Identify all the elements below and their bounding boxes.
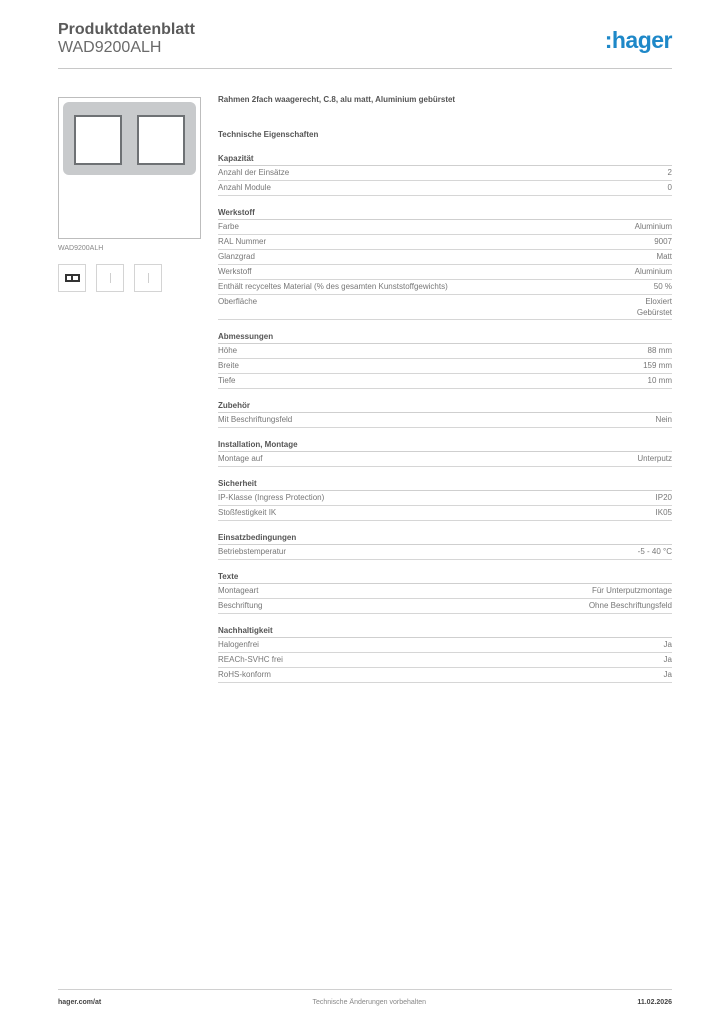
spec-label: Stoßfestigkeit IK (218, 508, 277, 517)
spec-label: Tiefe (218, 376, 236, 385)
spec-section (218, 331, 672, 389)
spec-section (218, 532, 672, 560)
spec-label: Breite (218, 361, 239, 370)
spec-value: IP20 (655, 493, 672, 502)
spec-section (218, 571, 672, 614)
spec-section (218, 400, 672, 428)
spec-row (218, 235, 672, 250)
spec-row (218, 491, 672, 506)
spec-value (637, 296, 672, 318)
spec-label: RoHS-konform (218, 670, 271, 679)
spec-label: Anzahl Module (218, 183, 271, 192)
spec-value: Ja (663, 655, 672, 664)
spec-row (218, 295, 672, 320)
frame-2fach-icon (65, 274, 80, 282)
spec-row (218, 506, 672, 521)
spec-value-line: Eloxiert (645, 297, 672, 306)
spec-row (218, 452, 672, 467)
spec-value: Für Unterputzmontage (591, 586, 672, 595)
page-header (58, 20, 195, 57)
footer-divider (58, 989, 672, 990)
spec-label: Höhe (218, 346, 238, 355)
spec-row (218, 374, 672, 389)
spec-value: 2 (667, 168, 672, 177)
spec-value: 9007 (654, 237, 672, 246)
product-code: WAD9200ALH (58, 39, 162, 56)
spec-value: Aluminium (634, 222, 672, 231)
spec-row (218, 413, 672, 428)
section-title: Sicherheit (218, 478, 672, 491)
website-link[interactable]: hager.com/at (58, 999, 102, 1006)
spec-row (218, 344, 672, 359)
spec-panel (218, 95, 672, 683)
spec-row (218, 280, 672, 295)
spec-row (218, 653, 672, 668)
spec-value: 10 mm (647, 376, 672, 385)
spec-value: Ohne Beschriftungsfeld (588, 601, 672, 610)
spec-label: Betriebstemperatur (218, 547, 287, 556)
section-title: Zubehör (218, 400, 672, 413)
image-caption: WAD9200ALH (58, 245, 104, 252)
spec-label: Enthält recyceltes Material (% des gesamten Kunststoffgewichts) (218, 282, 448, 291)
blank-thumb-icon (110, 273, 111, 283)
spec-row (218, 220, 672, 235)
spec-label: Mit Beschriftungsfeld (218, 415, 293, 424)
spec-label: Glanzgrad (218, 252, 255, 261)
spec-row (218, 265, 672, 280)
spec-value-line: Gebürstet (636, 308, 672, 317)
spec-label: Oberfläche (218, 297, 258, 306)
spec-value: Matt (656, 252, 672, 261)
document-date: 11.02.2026 (637, 999, 672, 1006)
section-title: Einsatzbedingungen (218, 532, 672, 545)
spec-label: Farbe (218, 222, 239, 231)
spec-value: Unterputz (637, 454, 672, 463)
spec-label: Montageart (218, 586, 259, 595)
section-title: Kapazität (218, 153, 672, 166)
spec-section (218, 478, 672, 521)
product-media (58, 97, 203, 292)
section-title: Abmessungen (218, 331, 672, 344)
blank-thumb-icon (148, 273, 149, 283)
page-title: Produktdatenblatt (58, 21, 195, 38)
product-description: Rahmen 2fach waagerecht, C.8, alu matt, Aluminium gebürstet (218, 95, 456, 104)
spec-section (218, 207, 672, 320)
spec-row (218, 166, 672, 181)
spec-value: Nein (655, 415, 672, 424)
spec-value: 0 (667, 183, 672, 192)
section-title: Werkstoff (218, 207, 672, 220)
spec-label: Halogenfrei (218, 640, 259, 649)
spec-label: Beschriftung (218, 601, 263, 610)
spec-label: Anzahl der Einsätze (218, 168, 290, 177)
section-title: Texte (218, 571, 672, 584)
spec-row (218, 359, 672, 374)
specs-heading: Technische Eigenschaften (218, 130, 319, 139)
spec-value: Ja (663, 670, 672, 679)
frame-opening-1 (74, 115, 122, 165)
spec-value: Ja (663, 640, 672, 649)
spec-row (218, 250, 672, 265)
spec-label: IP-Klasse (Ingress Protection) (218, 493, 325, 502)
spec-value: 88 mm (647, 346, 672, 355)
page-footer (58, 999, 672, 1006)
spec-value: Aluminium (634, 267, 672, 276)
spec-row (218, 638, 672, 653)
thumbnail-3[interactable] (134, 264, 162, 292)
spec-value: IK05 (655, 508, 672, 517)
spec-section (218, 439, 672, 467)
frame-plate-icon (63, 102, 196, 175)
spec-value: -5 - 40 °C (637, 547, 672, 556)
spec-row (218, 545, 672, 560)
spec-label: Montage auf (218, 454, 263, 463)
spec-row (218, 584, 672, 599)
spec-label: RAL Nummer (218, 237, 267, 246)
thumbnail-1[interactable] (58, 264, 86, 292)
disclaimer: Technische Änderungen vorbehalten (312, 999, 427, 1006)
spec-row (218, 599, 672, 614)
product-image[interactable] (58, 97, 201, 239)
hager-logo: :hager (604, 27, 672, 53)
spec-value: 50 % (653, 282, 672, 291)
spec-section (218, 625, 672, 683)
spec-section (218, 153, 672, 196)
header-divider (58, 68, 672, 69)
spec-row (218, 181, 672, 196)
section-title: Installation, Montage (218, 439, 672, 452)
section-title: Nachhaltigkeit (218, 625, 672, 638)
frame-opening-2 (137, 115, 185, 165)
spec-label: REACh-SVHC frei (218, 655, 283, 664)
thumbnail-strip (58, 264, 203, 292)
spec-label: Werkstoff (218, 267, 252, 276)
spec-row (218, 668, 672, 683)
thumbnail-2[interactable] (96, 264, 124, 292)
spec-value: 159 mm (643, 361, 672, 370)
